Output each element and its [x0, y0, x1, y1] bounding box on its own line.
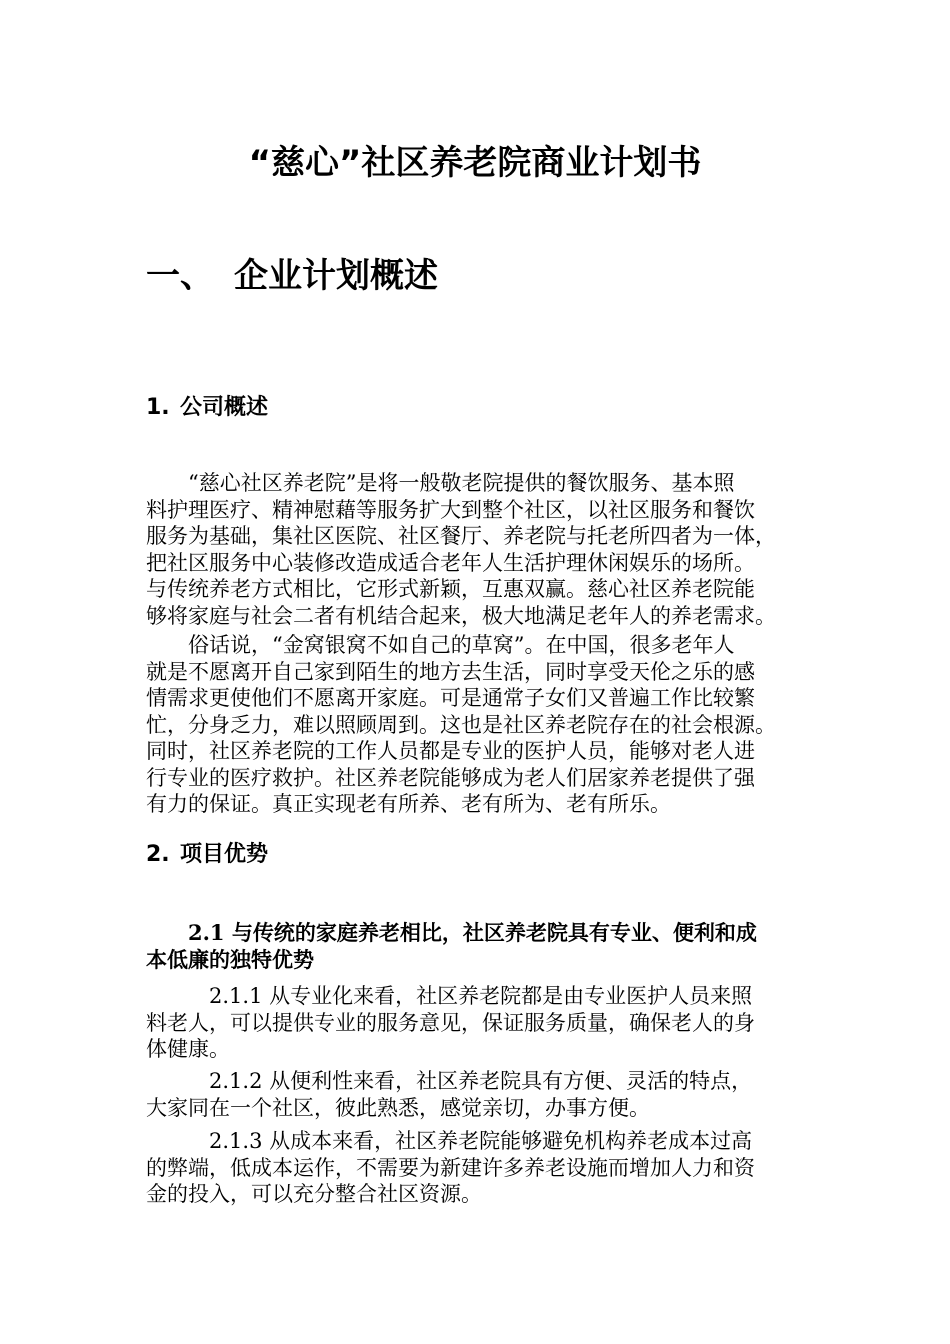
section-number: 一、 [146, 256, 214, 296]
paragraph-professional [146, 983, 812, 1063]
text-line: 2.1.3 从成本来看，社区养老院能够避免机构养老成本过高 [209, 1129, 753, 1153]
text-line: 料护理医疗、精神慰藉等服务扩大到整个社区，以社区服务和餐饮 [146, 497, 755, 522]
text-line: 同时，社区养老院的工作人员都是专业的医护人员，能够对老人进 [146, 739, 755, 763]
text-line: 2.1.1 从专业化来看，社区养老院都是由专业医护人员来照 [209, 984, 753, 1008]
text-line: 忙，分身乏力，难以照顾周到。这也是社区养老院存在的社会根源。 [146, 712, 776, 737]
text-line: 行专业的医疗救护。社区养老院能够成为老人们居家养老提供了强 [146, 765, 755, 790]
section-title: 企业计划概述 [234, 256, 438, 296]
subsection-number: 2. [146, 842, 170, 867]
text-line: 2.1 与传统的家庭养老相比，社区养老院具有专业、便利和成 [188, 920, 757, 945]
paragraph-cost [146, 1128, 812, 1208]
subsubsection-heading [146, 920, 812, 973]
text-line: 服务为基础，集社区医院、社区餐厅、养老院与托老所四者为一体， [146, 524, 776, 548]
text-line: 体健康。 [146, 1037, 230, 1061]
text-line: “慈心社区养老院”是将一般敬老院提供的餐饮服务、基本照 [188, 471, 735, 495]
text-line: 情需求更使他们不愿离开家庭。可是通常子女们又普遍工作比较繁 [146, 686, 755, 710]
section-heading [146, 255, 438, 297]
document-title: “慈心”社区养老院商业计划书 [248, 143, 702, 183]
subsection-title: 项目优势 [180, 842, 269, 867]
text-line: 料老人，可以提供专业的服务意见，保证服务质量，确保老人的身 [146, 1010, 755, 1035]
text-line: 就是不愿离开自己家到陌生的地方去生活，同时享受天伦之乐的感 [146, 659, 755, 684]
text-line: 大家同在一个社区，彼此熟悉，感觉亲切，办事方便。 [146, 1095, 650, 1120]
text-line: 把社区服务中心装修改造成适合老年人生活护理休闲娱乐的场所。 [146, 550, 755, 575]
text-line: 俗话说，“金窝银窝不如自己的草窝”。在中国，很多老年人 [188, 633, 735, 657]
subsection-number: 1. [146, 395, 170, 420]
text-line: 的弊端，低成本运作，不需要为新建许多养老设施而增加人力和资 [146, 1155, 755, 1180]
subsection-heading-project-advantages [146, 840, 268, 870]
text-line: 够将家庭与社会二者有机结合起来，极大地满足老年人的养老需求。 [146, 603, 776, 628]
text-line: 有力的保证。真正实现老有所养、老有所为、老有所乐。 [146, 792, 671, 816]
subsection-heading-company-overview [146, 393, 268, 423]
text-line: 与传统养老方式相比，它形式新颖，互惠双赢。慈心社区养老院能 [146, 577, 755, 601]
text-line: 本低廉的独特优势 [146, 946, 314, 972]
paragraph-company-overview [146, 470, 812, 629]
paragraph-convenience [146, 1068, 812, 1121]
text-line: 2.1.2 从便利性来看，社区养老院具有方便、灵活的特点， [209, 1069, 753, 1093]
subsection-title: 公司概述 [180, 395, 269, 420]
text-line: 金的投入，可以充分整合社区资源。 [146, 1182, 482, 1206]
paragraph-social-basis [146, 632, 812, 818]
